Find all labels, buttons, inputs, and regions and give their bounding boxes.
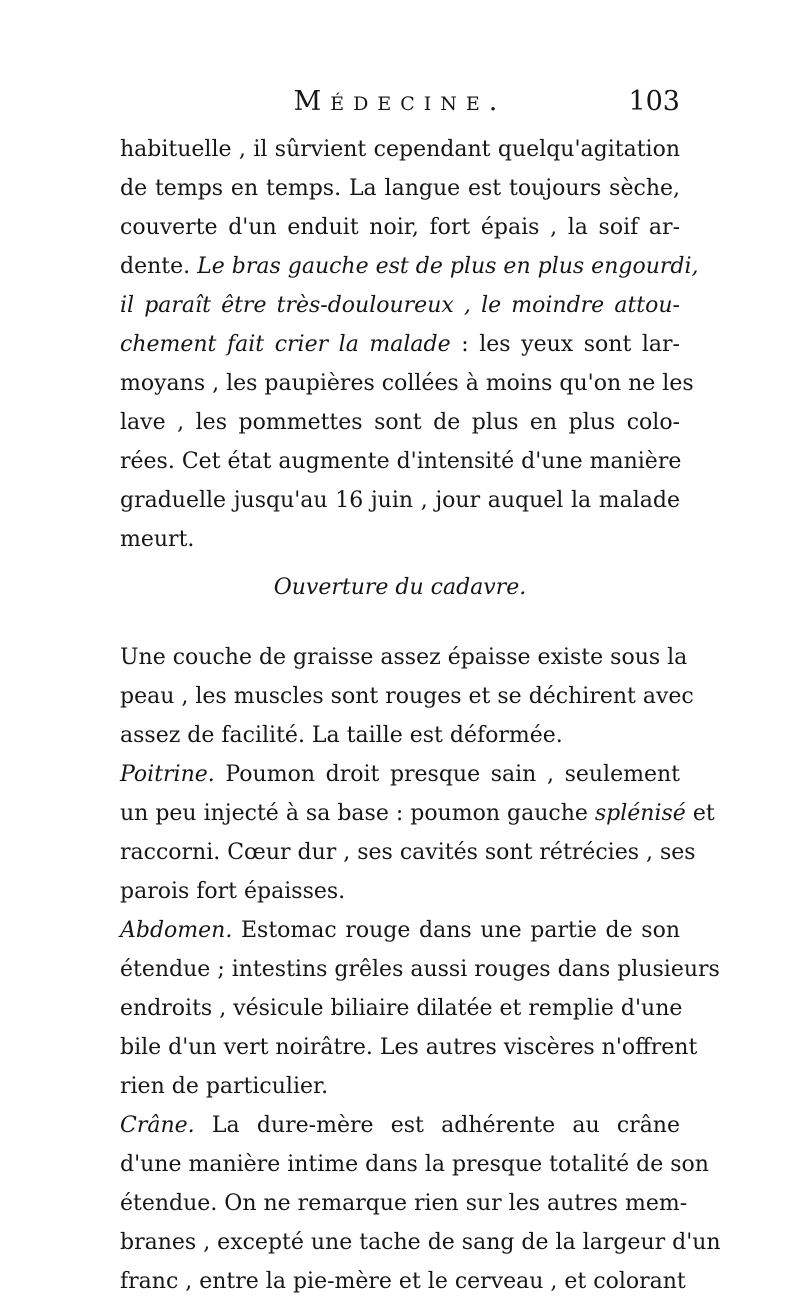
text-span: peau , les muscles sont rouges et se déchirent avec bbox=[120, 684, 694, 709]
text-line bbox=[120, 1067, 680, 1106]
italic-span: Abdomen. bbox=[120, 918, 233, 943]
text-span: La dure-mère est adhérente au crâne bbox=[194, 1113, 680, 1138]
text-span: : les yeux sont lar- bbox=[450, 332, 680, 357]
text-line bbox=[120, 325, 680, 364]
text-line bbox=[120, 1106, 680, 1145]
text-span: rien de particulier. bbox=[120, 1074, 329, 1099]
text-line bbox=[120, 638, 688, 677]
italic-span: il paraît être très-douloureux , le moindre attou- bbox=[120, 293, 680, 318]
text-span: Poumon droit presque sain , seulement bbox=[214, 762, 680, 787]
text-line bbox=[120, 520, 680, 559]
text-span: assez de facilité. La taille est déformée. bbox=[120, 723, 563, 748]
paragraph-autopsy bbox=[120, 638, 721, 1301]
text-line bbox=[120, 1145, 709, 1184]
text-line bbox=[120, 716, 680, 755]
text-span: d'une manière intime dans la presque totalité de son bbox=[120, 1152, 709, 1177]
text-line bbox=[120, 169, 680, 208]
text-span: habituelle , il sûrvient cependant quelqu'agitation bbox=[120, 137, 680, 162]
paragraph-case-history bbox=[120, 130, 699, 559]
text-line bbox=[120, 911, 680, 950]
text-span: endroits , vésicule biliaire dilatée et remplie d'une bbox=[120, 996, 683, 1021]
running-title: Médecine. bbox=[293, 86, 507, 117]
text-span: moyans , les paupières collées à moins qu'on ne les bbox=[120, 371, 694, 396]
text-span: bile d'un vert noirâtre. Les autres viscères n'offrent bbox=[120, 1035, 698, 1060]
italic-span: Le bras gauche est de plus en plus engourdi, bbox=[197, 254, 699, 279]
text-line bbox=[120, 755, 680, 794]
text-line bbox=[120, 481, 680, 520]
italic-span: Poitrine. bbox=[120, 762, 215, 787]
text-line bbox=[120, 989, 683, 1028]
page-header bbox=[120, 86, 680, 126]
text-line bbox=[120, 950, 720, 989]
page-number: 103 bbox=[628, 86, 680, 117]
section-gap bbox=[120, 617, 680, 638]
text-span: Estomac rouge dans une partie de son bbox=[232, 918, 680, 943]
text-line bbox=[120, 872, 680, 911]
text-span: graduelle jusqu'au 16 juin , jour auquel la malade bbox=[120, 488, 680, 513]
text-span: un peu injecté à sa base : poumon gauche bbox=[120, 801, 595, 826]
text-span: couverte d'un enduit noir, fort épais , la soif ar- bbox=[120, 215, 680, 240]
text-span: dente. bbox=[120, 254, 198, 279]
text-span: et bbox=[685, 801, 715, 826]
text-line bbox=[120, 286, 680, 325]
section-heading: Ouverture du cadavre. bbox=[273, 575, 527, 600]
text-span: meurt. bbox=[120, 527, 195, 552]
text-line bbox=[120, 442, 680, 481]
text-span: étendue ; intestins grêles aussi rouges dans plusieurs bbox=[120, 957, 720, 982]
text-line bbox=[120, 677, 694, 716]
text-span: branes , excepté une tache de sang de la largeur d'un bbox=[120, 1230, 721, 1255]
text-line bbox=[120, 1184, 688, 1223]
body-text bbox=[120, 130, 721, 1301]
text-span: de temps en temps. La langue est toujours sèche, bbox=[120, 176, 680, 201]
text-line bbox=[120, 794, 715, 833]
text-line bbox=[120, 1262, 686, 1301]
text-span: raccorni. Cœur dur , ses cavités sont rétrécies , ses bbox=[120, 840, 696, 865]
text-line bbox=[120, 130, 680, 169]
text-line bbox=[120, 403, 680, 442]
text-span: rées. Cet état augmente d'intensité d'une manière bbox=[120, 449, 682, 474]
text-span: Une couche de graisse assez épaisse existe sous la bbox=[120, 645, 688, 670]
text-line bbox=[120, 1028, 698, 1067]
italic-span: chement fait crier la malade bbox=[120, 332, 451, 357]
text-line bbox=[120, 1223, 721, 1262]
text-span: parois fort épaisses. bbox=[120, 879, 346, 904]
italic-span: Crâne. bbox=[120, 1113, 195, 1138]
italic-span: splénisé bbox=[594, 801, 686, 826]
text-line bbox=[120, 833, 696, 872]
text-span: lave , les pommettes sont de plus en plus colo- bbox=[120, 410, 680, 435]
text-line bbox=[120, 208, 680, 247]
text-span: étendue. On ne remarque rien sur les autres mem- bbox=[120, 1191, 688, 1216]
text-line bbox=[120, 247, 699, 286]
text-span: franc , entre la pie-mère et le cerveau , et colorant bbox=[120, 1269, 686, 1294]
text-line bbox=[120, 364, 694, 403]
